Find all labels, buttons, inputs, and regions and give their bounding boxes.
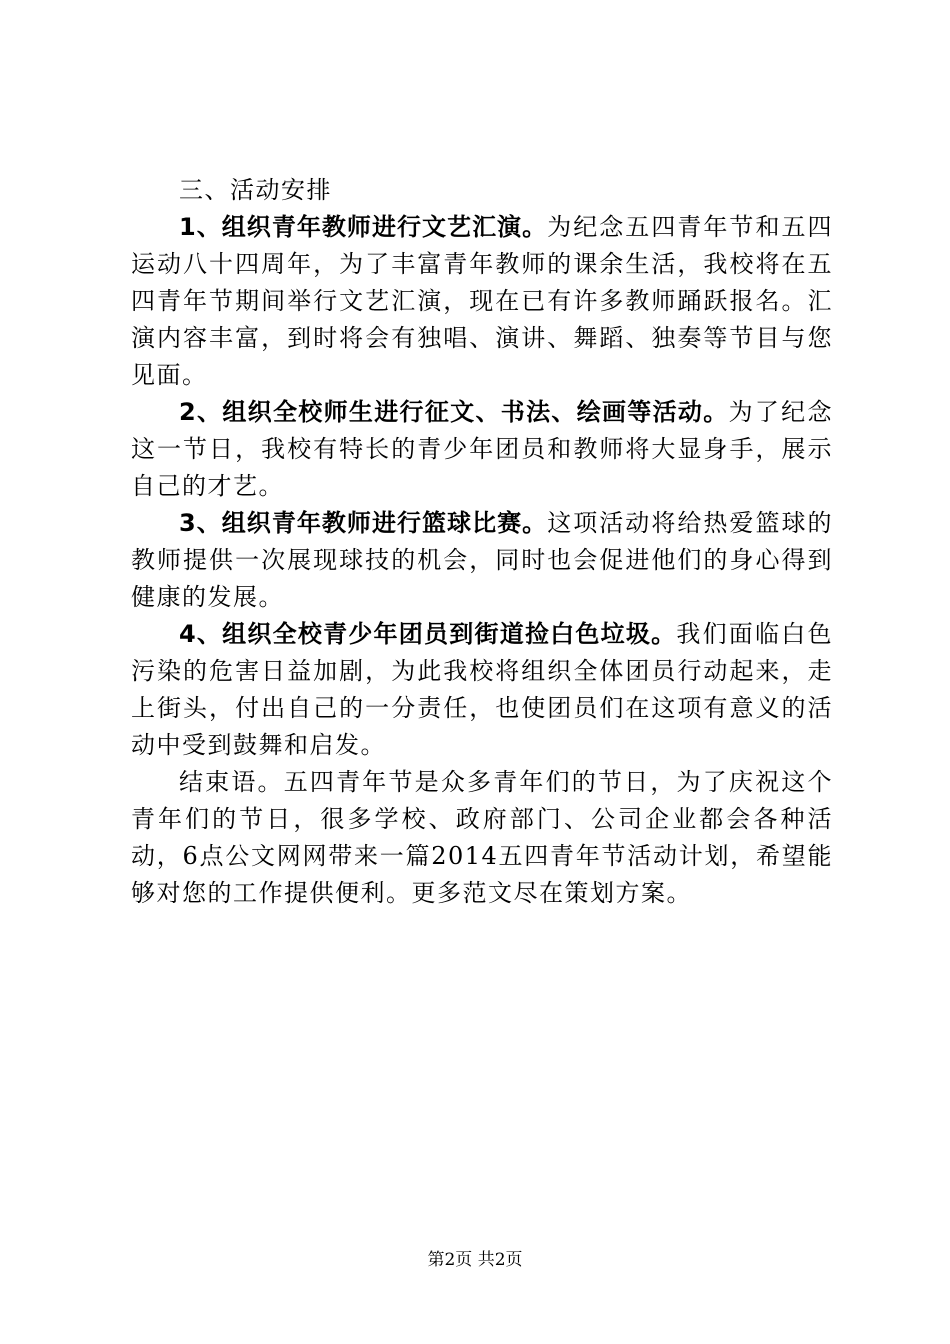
activity-item-4-text: 我们面临白色污染的危害日益加剧，为此我校将组织全体团员行动起来，走上街头，付出自己的一分责任，也使团员们在这项有意义的活动中受到鼓舞和启发。 [131, 620, 834, 759]
activity-item-2-text: 为了纪念这一节日，我校有特长的青少年团员和教师将大显身手，展示自己的才艺。 [131, 398, 833, 500]
conclusion-paragraph: 结束语。五四青年节是众多青年们的节日，为了庆祝这个青年们的节日，很多学校、政府部门、公司企业都会各种活动，6点公文网网带来一篇2014五四青年节活动计划，希望能够对您的工作提供便利。更多范文尽在策划方案。 [131, 768, 833, 907]
activity-item-3-title: 3、组织青年教师进行篮球比赛。 [179, 509, 548, 537]
activity-item-1 [131, 209, 833, 394]
activity-item-2 [131, 394, 833, 505]
page-footer: 第2页 共2页 [427, 1250, 523, 1270]
activity-item-1-title: 1、组织青年教师进行文艺汇演。 [179, 213, 548, 241]
activity-item-3-text: 这项活动将给热爱篮球的教师提供一次展现球技的机会，同时也会促进他们的身心得到健康的发展。 [131, 509, 834, 611]
document-body [131, 172, 833, 912]
section-heading: 三、活动安排 [179, 176, 332, 204]
activity-item-1-text: 为纪念五四青年节和五四运动八十四周年，为了丰富青年教师的课余生活，我校将在五四青年节期间举行文艺汇演，现在已有许多教师踊跃报名。汇演内容丰富，到时将会有独唱、演讲、舞蹈、独奏等节目与您见面。 [131, 213, 834, 389]
activity-item-2-title: 2、组织全校师生进行征文、书法、绘画等活动。 [179, 398, 729, 426]
activity-item-4 [131, 616, 833, 764]
activity-item-4-title: 4、组织全校青少年团员到街道捡白色垃圾。 [179, 620, 677, 648]
activity-item-3 [131, 505, 833, 616]
